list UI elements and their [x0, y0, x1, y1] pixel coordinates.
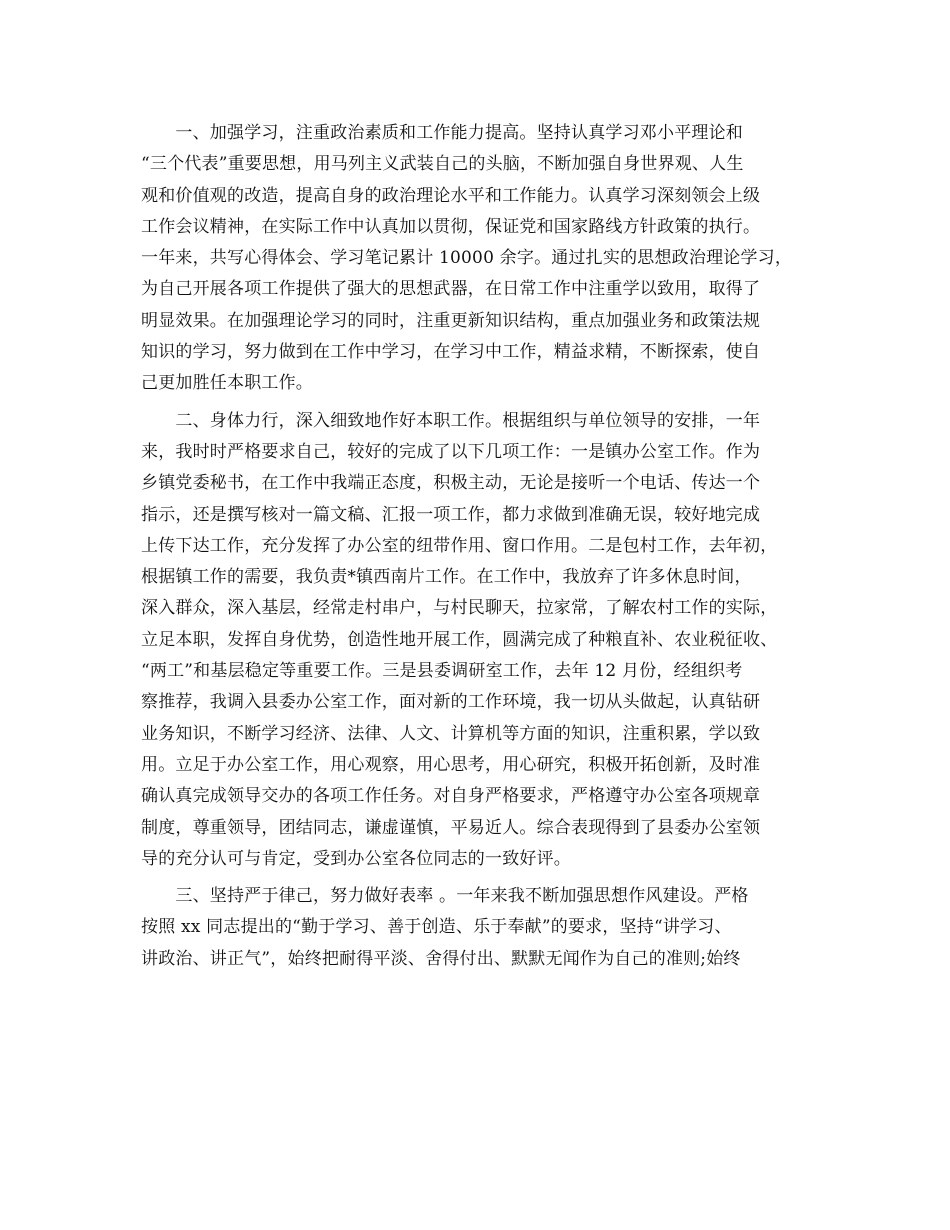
paragraph-3: [141, 881, 831, 975]
text-line: 讲政治、讲正气”，始终把耐得平淡、舍得付出、默默无闻作为自己的准则;始终: [141, 948, 741, 969]
text-line: “三个代表”重要思想，用马列主义武装自己的头脑，不断加强自身世界观、人生: [141, 154, 744, 175]
text-line: 制度，尊重领导，团结同志，谦虚谨慎，平易近人。综合表现得到了县委办公室领: [141, 817, 761, 838]
text-line: 三、坚持严于律己，努力做好表率 。一年来我不断加强思想作风建设。严格: [141, 886, 749, 907]
text-line: 来，我时时严格要求自己，较好的完成了以下几项工作：一是镇办公室工作。作为: [141, 441, 761, 462]
paragraph-1: [141, 118, 831, 400]
text-line: 立足本职，发挥自身优势，创造性地开展工作，圆满完成了种粮直补、农业税征收、: [141, 629, 778, 650]
text-line: “两工”和基层稳定等重要工作。三是县委调研室工作，去年 12 月份，经组织考: [141, 661, 743, 682]
text-line: 知识的学习，努力做到在工作中学习，在学习中工作，精益求精，不断探索，使自: [141, 342, 761, 363]
text-line: 观和价值观的改造，提高自身的政治理论水平和工作能力。认真学习深刻领会上级: [141, 185, 761, 206]
text-line: 己更加胜任本职工作。: [141, 373, 313, 394]
text-line: 察推荐，我调入县委办公室工作，面对新的工作环境，我一切从头做起，认真钻研: [141, 692, 761, 713]
text-line: 业务知识，不断学习经济、法律、人文、计算机等方面的知识，注重积累，学以致: [141, 723, 761, 744]
text-line: 指示，还是撰写核对一篇文稿、汇报一项工作，都力求做到准确无误，较好地完成: [141, 504, 761, 525]
text-line: 二、身体力行，深入细致地作好本职工作。根据组织与单位领导的安排，一年: [141, 410, 761, 431]
paragraph-2: [141, 406, 831, 875]
text-line: 用。立足于办公室工作，用心观察，用心思考，用心研究，积极开拓创新，及时准: [141, 754, 761, 775]
text-line: 工作会议精神，在实际工作中认真加以贯彻，保证党和国家路线方针政策的执行。: [141, 216, 761, 237]
text-line: 确认真完成领导交办的各项工作任务。对自身严格要求，严格遵守办公室各项规章: [141, 786, 761, 807]
text-line: 上传下达工作，充分发挥了办公室的纽带作用、窗口作用。二是包村工作，去年初，: [141, 535, 778, 556]
text-line: 根据镇工作的需要，我负责*镇西南片工作。在工作中，我放弃了许多休息时间，: [141, 567, 752, 588]
text-line: 一、加强学习，注重政治素质和工作能力提高。坚持认真学习邓小平理论和: [141, 123, 743, 143]
text-line: 导的充分认可与肯定，受到办公室各位同志的一致好评。: [141, 848, 571, 869]
text-line: 乡镇党委秘书，在工作中我端正态度，积极主动，无论是接听一个电话、传达一个: [141, 473, 761, 494]
text-line: 深入群众，深入基层，经常走村串户，与村民聊天，拉家常，了解农村工作的实际，: [141, 598, 778, 619]
text-line: 为自己开展各项工作提供了强大的思想武器，在日常工作中注重学以致用，取得了: [141, 279, 761, 300]
text-line: 按照 xx 同志提出的“勤于学习、善于创造、乐于奉献”的要求，坚持“讲学习、: [141, 917, 732, 938]
text-line: 一年来，共写心得体会、学习笔记累计 10000 余字。通过扎实的思想政治理论学习，: [141, 248, 793, 269]
document-body: [141, 118, 831, 981]
text-line: 明显效果。在加强理论学习的同时，注重更新知识结构，重点加强业务和政策法规: [141, 310, 761, 331]
